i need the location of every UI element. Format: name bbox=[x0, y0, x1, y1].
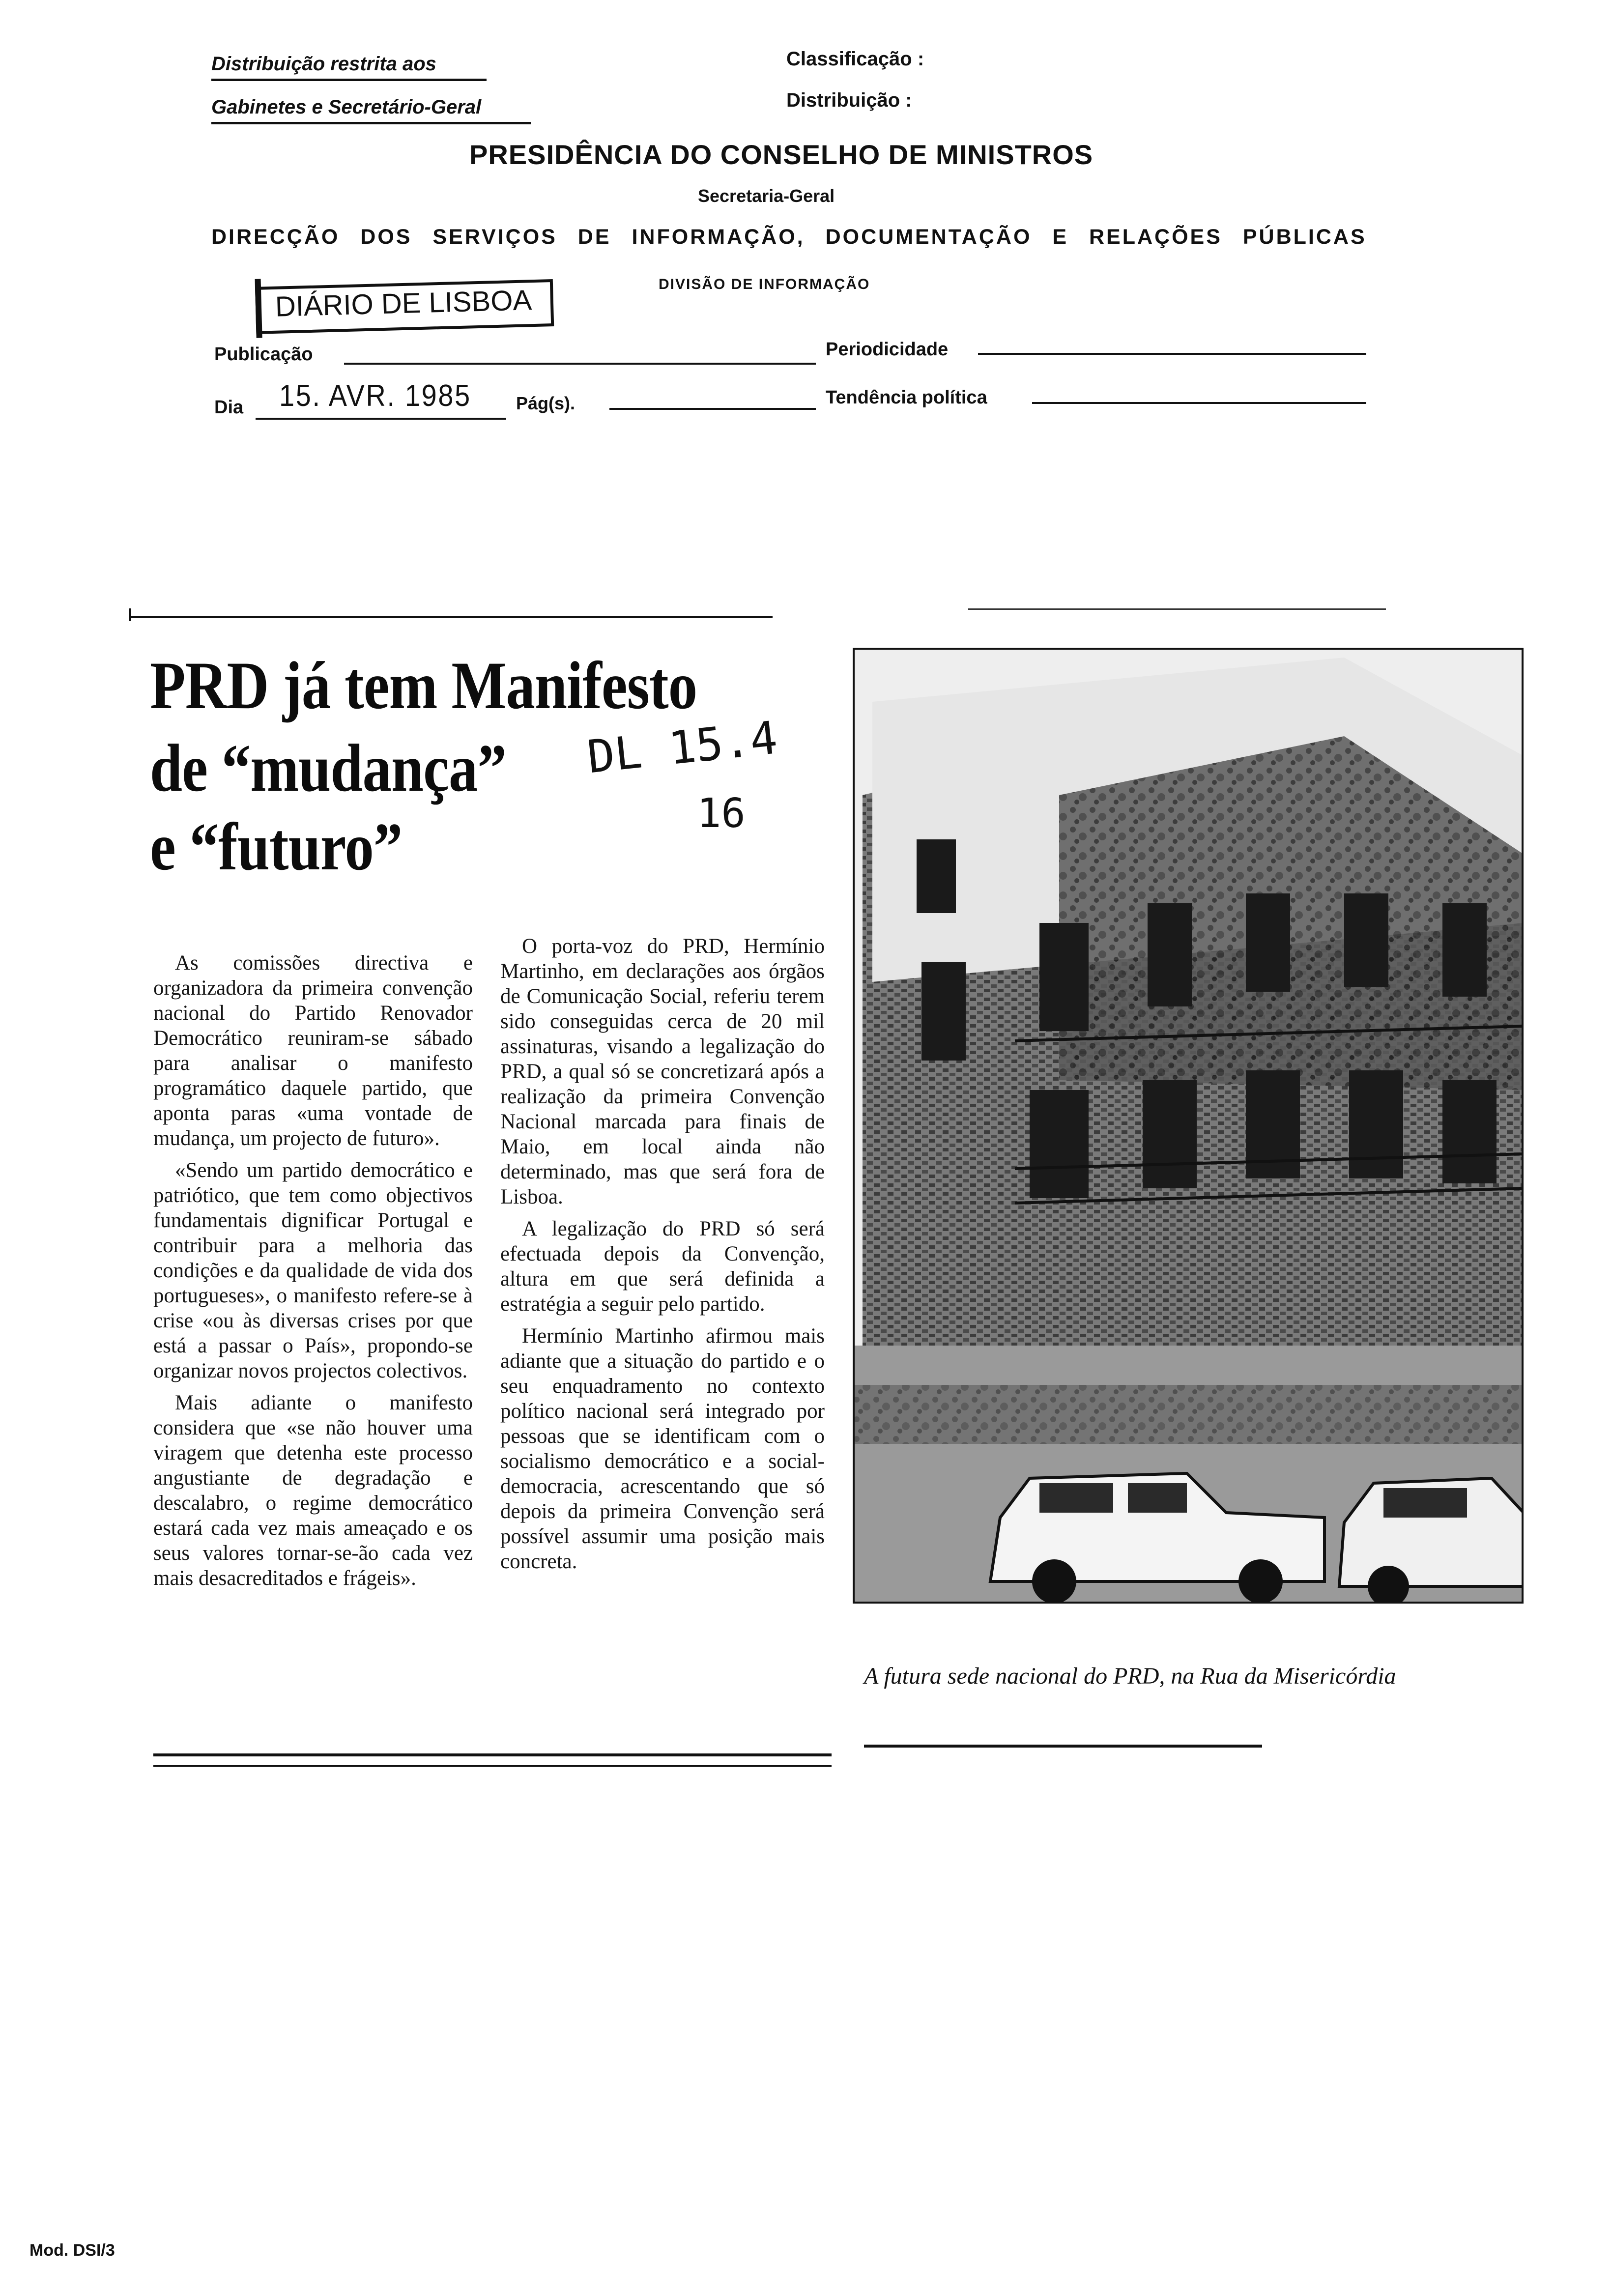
stamp-text: DIÁRIO DE LISBOA bbox=[275, 284, 532, 323]
rule bbox=[211, 79, 487, 81]
column-2-paragraph: Hermínio Martinho afirmou mais adiante que a situação do partido e o seu enquadramento no contexto político nacional será integrado por pessoas que se identificam com o socialismo democrático e a social-democracia, acrescentando que só depois da primeira Convenção será possível assumir uma posição mais concreta. bbox=[500, 1324, 825, 1573]
pages-label: Pág(s). bbox=[516, 393, 576, 413]
handwritten-note-bottom: 16 bbox=[697, 790, 746, 837]
photo-caption: A futura sede nacional do PRD, na Rua da Misericórdia bbox=[864, 1663, 1396, 1689]
column-1-paragraph: As comissões directiva e organizadora da primeira convenção nacional do Partido Renovador Democrático reuniram-se sábado para analisar o manifesto programático daquele partido, que aponta paras «uma vontade de mudança, um projecto de futuro». bbox=[153, 951, 473, 1150]
rule bbox=[211, 122, 531, 124]
caption-bottom-rule bbox=[864, 1745, 1262, 1748]
directorate-title: DIRECÇÃO DOS SERVIÇOS DE INFORMAÇÃO, DOCUMENTAÇÃO E RELAÇÕES PÚBLICAS bbox=[211, 225, 1367, 249]
distribution-label: Distribuição : bbox=[786, 89, 912, 111]
headline-line3: e “futuro” bbox=[150, 809, 403, 884]
publication-field bbox=[344, 363, 816, 365]
column-1-paragraph: Mais adiante o manifesto considera que «se não houver uma viragem que detenha este processo angustiante de degradação e descalabro, o regime democrático estará cada vez mais ameaçado e os seus valores tornar-se-ão cada vez mais desacreditados e frágeis». bbox=[153, 1391, 473, 1590]
article-top-rule bbox=[129, 616, 773, 618]
handwritten-note-top: DL 15.4 bbox=[585, 711, 780, 784]
photo-top-rule bbox=[968, 608, 1386, 610]
date-stamp: 15. AVR. 1985 bbox=[279, 379, 471, 413]
secretariat-title: Secretaria-Geral bbox=[698, 186, 835, 206]
headline-line1: PRD já tem Manifesto bbox=[150, 648, 697, 723]
publication-label: Publicação bbox=[214, 344, 313, 365]
headline-line2: de “mudança” bbox=[150, 730, 506, 805]
article-bottom-rule bbox=[153, 1753, 832, 1756]
periodicity-field bbox=[978, 353, 1366, 355]
day-label: Dia bbox=[214, 397, 244, 418]
political-tendency-field bbox=[1032, 402, 1366, 404]
classification-label: Classificação : bbox=[786, 48, 924, 70]
periodicity-label: Periodicidade bbox=[826, 339, 949, 360]
building-photo-graphic bbox=[853, 648, 1524, 1604]
form-code: Mod. DSI/3 bbox=[29, 2241, 115, 2260]
division-title: DIVISÃO DE INFORMAÇÃO bbox=[659, 276, 870, 292]
pages-field bbox=[609, 408, 816, 410]
distribution-restriction-line1: Distribuição restrita aos bbox=[211, 53, 436, 75]
column-2-paragraph: A legalização do PRD só será efectuada depois da Convenção, altura em que será definida a estratégia a seguir pelo partido. bbox=[500, 1217, 825, 1316]
column-1-paragraph: «Sendo um partido democrático e patriótico, que tem como objectivos fundamentais dignificar Portugal e contribuir para a melhoria das condições e da qualidade de vida dos portugueses», o manifesto refere-se à crise «ou às diversas crises por que está a passar o País», propondo-se organizar novos projectos colectivos. bbox=[153, 1159, 473, 1382]
article-column-2 bbox=[500, 934, 825, 1581]
publication-stamp bbox=[255, 271, 551, 338]
day-field bbox=[256, 418, 506, 420]
article-bottom-rule-thin bbox=[153, 1765, 832, 1767]
rule-tick bbox=[129, 608, 131, 621]
column-2-paragraph: O porta-voz do PRD, Hermínio Martinho, em declarações aos órgãos de Comunicação Social, referiu terem sido conseguidas cerca de 20 mil assinaturas, visando a legalização do PRD, a qual só se concretizará após a realização da primeira Convenção Nacional marcada para finais de Maio, em local ainda não determinado, mas que será fora de Lisboa. bbox=[500, 935, 825, 1208]
ministry-title: PRESIDÊNCIA DO CONSELHO DE MINISTROS bbox=[469, 139, 1094, 170]
political-tendency-label: Tendência política bbox=[826, 387, 987, 408]
article-column-1 bbox=[153, 950, 473, 1598]
building-photo bbox=[853, 648, 1524, 1604]
distribution-restriction-line2: Gabinetes e Secretário-Geral bbox=[211, 96, 482, 118]
